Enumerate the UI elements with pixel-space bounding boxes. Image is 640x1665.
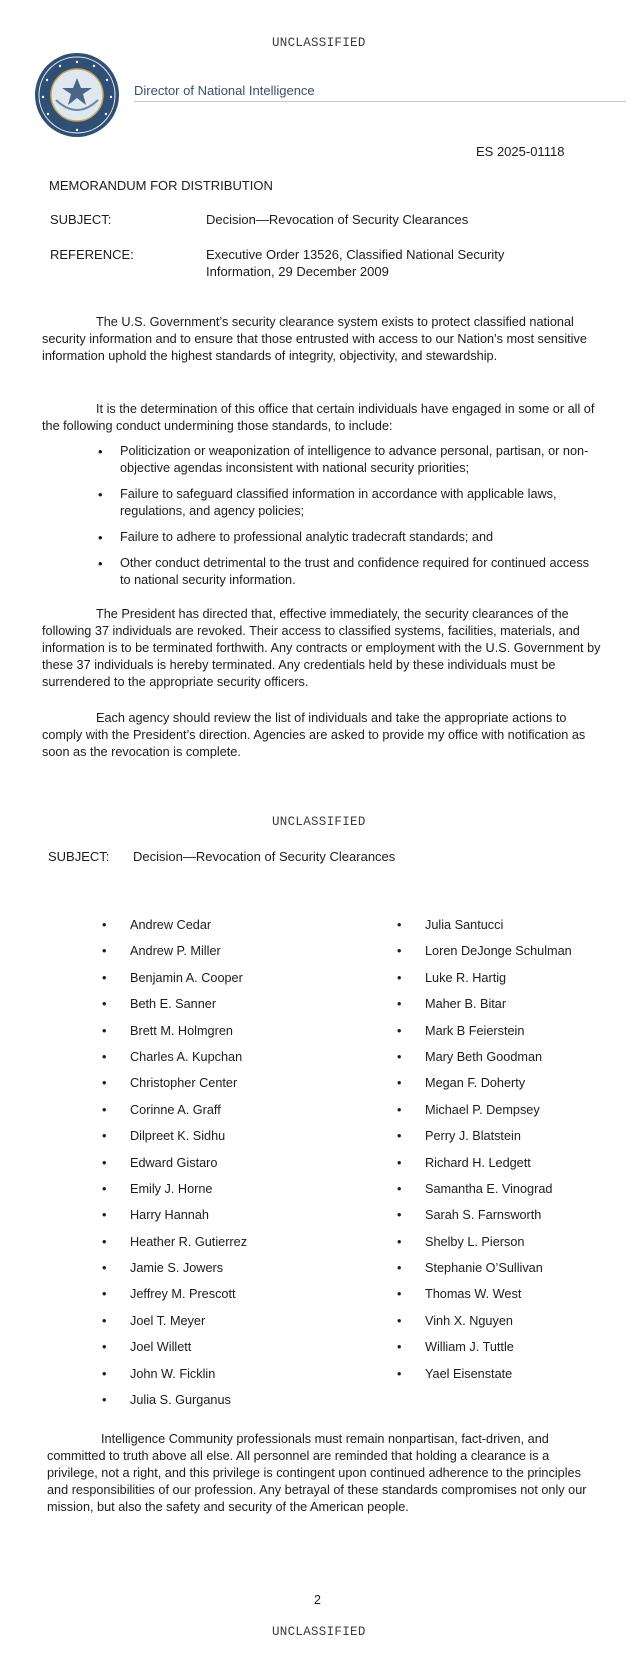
revoked-name: • Dilpreet K. Sidhu xyxy=(102,1128,332,1154)
revoked-name: • Christopher Center xyxy=(102,1075,332,1101)
body-paragraph-2: It is the determination of this office that certain individuals have engaged in some or all of the following conduct undermining those standards, to include: xyxy=(42,402,595,433)
revoked-name: • Charles A. Kupchan xyxy=(102,1049,332,1075)
revoked-name: • Heather R. Gutierrez xyxy=(102,1234,332,1260)
conduct-bullet: • Failure to adhere to professional analytic tradecraft standards; and xyxy=(98,529,603,546)
revoked-name: • Andrew Cedar xyxy=(102,917,332,943)
revoked-name: • Julia Santucci xyxy=(397,917,627,943)
document-number: ES 2025-01118 xyxy=(476,144,565,159)
revoked-name: • Maher B. Bitar xyxy=(397,996,627,1022)
agency-name: Director of National Intelligence xyxy=(134,83,315,98)
classification-marking-top: UNCLASSIFIED xyxy=(272,36,366,50)
revoked-name: • Megan F. Doherty xyxy=(397,1075,627,1101)
revoked-name: • Andrew P. Miller xyxy=(102,943,332,969)
body-paragraph-1: The U.S. Government’s security clearance system exists to protect classified national security information and to ensure that those entrusted with access to our Nation’s most sensitive information uphold the highest standards of integrity, objectivity, and stewardship. xyxy=(42,315,587,363)
conduct-bullet: • Other conduct detrimental to the trust and confidence required for continued access to national security information. xyxy=(98,555,603,589)
dni-seal-icon xyxy=(34,52,120,138)
conduct-bullet-list xyxy=(98,443,603,589)
classification-marking-page2-top: UNCLASSIFIED xyxy=(272,815,366,829)
revoked-name: • Thomas W. West xyxy=(397,1286,627,1312)
revoked-name: • Loren DeJonge Schulman xyxy=(397,943,627,969)
reference-value-line1: Executive Order 13526, Classified National Security xyxy=(206,247,505,262)
classification-marking-bottom: UNCLASSIFIED xyxy=(272,1625,366,1639)
revoked-name: • Yael Eisenstate xyxy=(397,1366,627,1392)
revoked-name: • Michael P. Dempsey xyxy=(397,1102,627,1128)
revoked-name: • Edward Gistaro xyxy=(102,1155,332,1181)
revoked-name: • Joel Willett xyxy=(102,1339,332,1365)
revoked-name: • Vinh X. Nguyen xyxy=(397,1313,627,1339)
body-paragraph-3: The President has directed that, effective immediately, the security clearances of the following 37 individuals are revoked. Their access to classified systems, facilities, materials, and information is to be terminated forthwith. Any contracts or employment with the U.S. Government by these 37 individuals is hereby terminated. Any credentials held by these individuals must be surrendered to the appropriate security officers. xyxy=(42,607,601,689)
revoked-name: • Jamie S. Jowers xyxy=(102,1260,332,1286)
conduct-bullet: • Politicization or weaponization of intelligence to advance personal, partisan, or non-objective agendas inconsistent with national security priorities; xyxy=(98,443,603,477)
revoked-name: • Emily J. Horne xyxy=(102,1181,332,1207)
reference-label: REFERENCE: xyxy=(50,247,134,262)
revoked-name: • Shelby L. Pierson xyxy=(397,1234,627,1260)
conduct-bullet: • Failure to safeguard classified information in accordance with applicable laws, regulations, and agency policies; xyxy=(98,486,603,520)
page2-subject-label: SUBJECT: xyxy=(48,849,110,864)
subject-value: Decision—Revocation of Security Clearances xyxy=(206,212,469,227)
revoked-name: • Jeffrey M. Prescott xyxy=(102,1286,332,1312)
memo-heading: MEMORANDUM FOR DISTRIBUTION xyxy=(49,178,273,193)
revoked-name: • Joel T. Meyer xyxy=(102,1313,332,1339)
revoked-name: • Luke R. Hartig xyxy=(397,970,627,996)
reference-value-line2: Information, 29 December 2009 xyxy=(206,264,389,279)
page2-subject-value: Decision—Revocation of Security Clearances xyxy=(133,849,396,864)
header-divider xyxy=(134,101,626,102)
revoked-name: • Benjamin A. Cooper xyxy=(102,970,332,996)
revoked-name: • Mary Beth Goodman xyxy=(397,1049,627,1075)
revoked-name: • Julia S. Gurganus xyxy=(102,1392,332,1418)
revoked-name: • Corinne A. Graff xyxy=(102,1102,332,1128)
revoked-name: • Samantha E. Vinograd xyxy=(397,1181,627,1207)
names-list-right xyxy=(397,917,627,1392)
revoked-name: • Harry Hannah xyxy=(102,1207,332,1233)
revoked-name: • Stephanie O’Sullivan xyxy=(397,1260,627,1286)
revoked-name: • Sarah S. Farnsworth xyxy=(397,1207,627,1233)
revoked-name: • Beth E. Sanner xyxy=(102,996,332,1022)
body-paragraph-4: Each agency should review the list of individuals and take the appropriate actions to comply with the President’s direction. Agencies are asked to provide my office with notification as soon as the revocation is complete. xyxy=(42,711,586,759)
revoked-name: • Richard H. Ledgett xyxy=(397,1155,627,1181)
revoked-name: • John W. Ficklin xyxy=(102,1366,332,1392)
page-number: 2 xyxy=(314,1593,321,1607)
subject-label: SUBJECT: xyxy=(50,212,112,227)
revoked-name: • Perry J. Blatstein xyxy=(397,1128,627,1154)
closing-paragraph: Intelligence Community professionals must remain nonpartisan, fact-driven, and committed to truth above all else. All personnel are reminded that holding a clearance is a privilege, not a right, and this privilege is contingent upon continued adherence to the principles and responsibilities of our profession. Any betrayal of these standards compromises not only our mission, but also the safety and security of the American people. xyxy=(47,1432,587,1514)
revoked-name: • William J. Tuttle xyxy=(397,1339,627,1365)
revoked-name: • Mark B Feierstein xyxy=(397,1023,627,1049)
revoked-name: • Brett M. Holmgren xyxy=(102,1023,332,1049)
names-list-left xyxy=(102,917,332,1418)
